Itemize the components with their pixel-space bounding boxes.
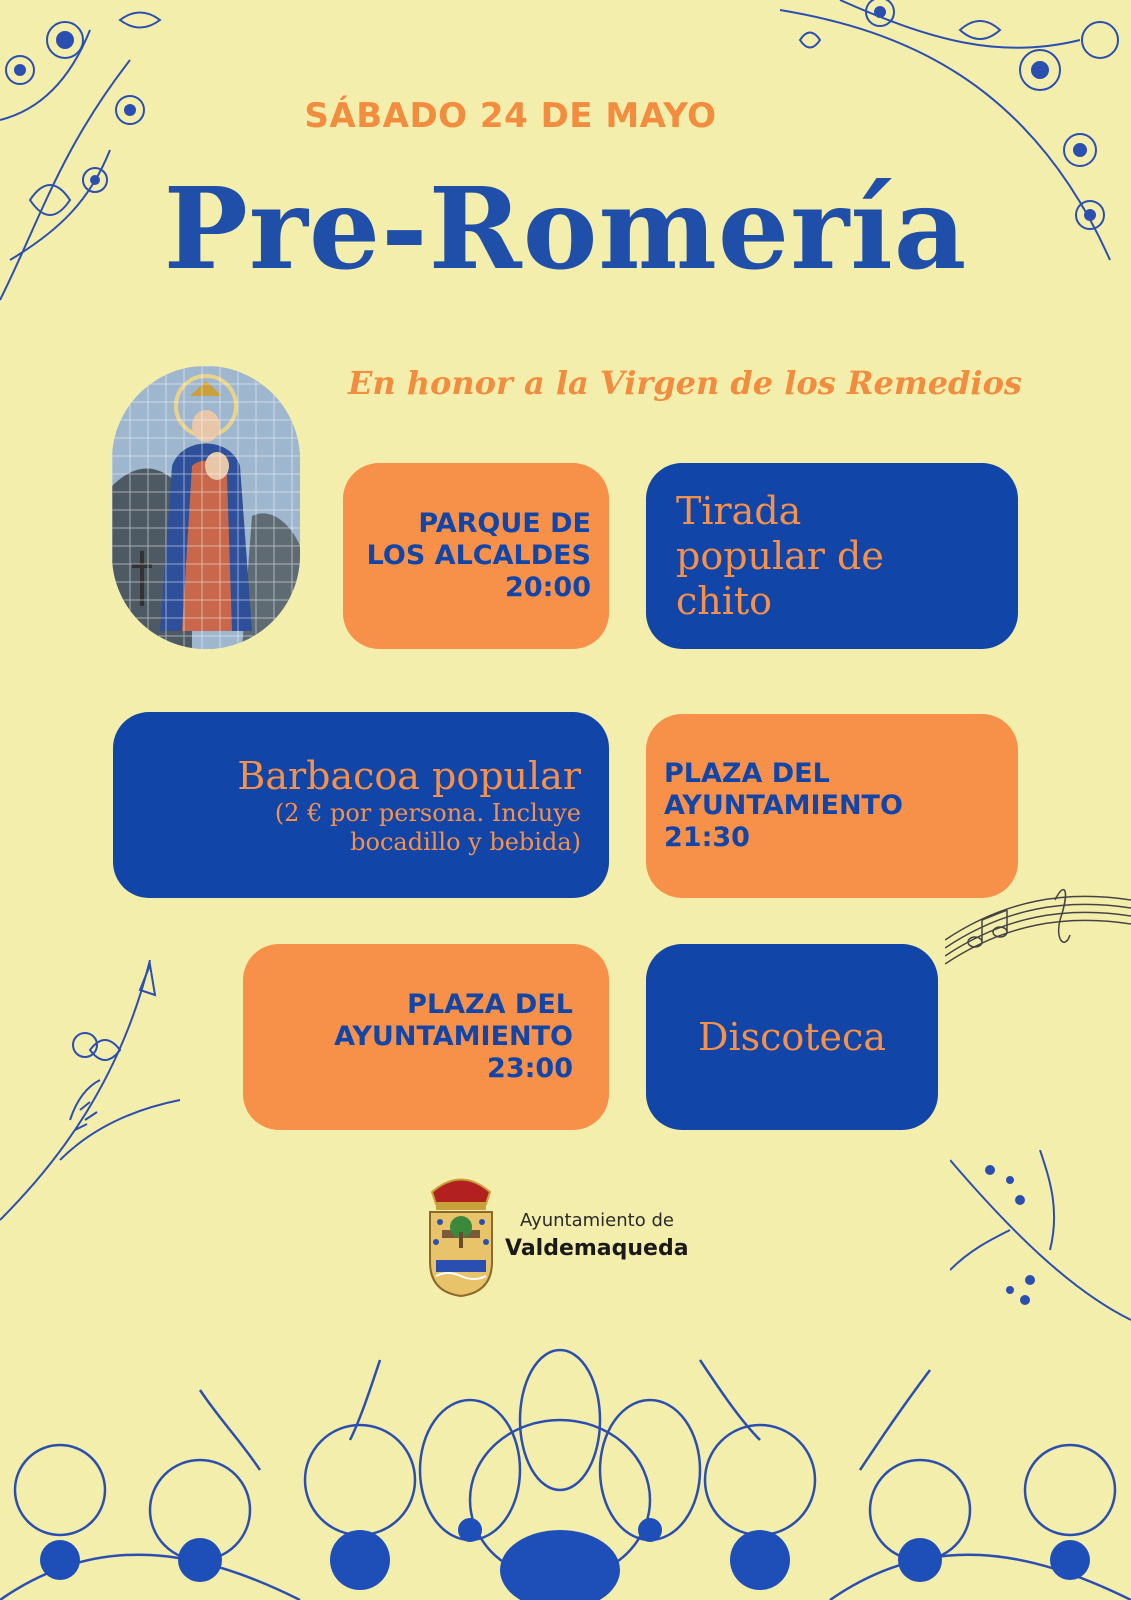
event-1-activity-line: chito [676, 578, 773, 623]
event-3-location-line: PLAZA DEL [407, 989, 573, 1020]
event-3-location-line: AYUNTAMIENTO [334, 1021, 573, 1052]
event-2-location-card [646, 714, 1018, 898]
org-name-line-1: Ayuntamiento de [520, 1210, 674, 1231]
virgin-statue-image [112, 366, 300, 649]
event-1-location-line: PARQUE DE [418, 508, 591, 539]
event-2-location-line: PLAZA DEL [664, 758, 830, 789]
floral-branch-right-decoration [950, 1150, 1131, 1350]
event-1-activity-line: popular de [676, 533, 884, 578]
coat-of-arms-logo [424, 1172, 498, 1298]
event-date: SÁBADO 24 DE MAYO [304, 96, 717, 136]
page-title: Pre-Romería [163, 164, 968, 295]
event-1-activity-card [646, 463, 1018, 649]
event-2-activity-title: Barbacoa popular [237, 753, 581, 798]
event-2-activity-card [113, 712, 609, 898]
event-3-location-card [243, 944, 609, 1130]
event-1-location-line: LOS ALCALDES [366, 540, 591, 571]
event-1-time: 20:00 [505, 572, 591, 603]
floral-branch-left-decoration [0, 960, 200, 1230]
event-1-location-card [343, 463, 609, 649]
subtitle: En honor a la Virgen de los Remedios [348, 364, 1022, 402]
floral-bottom-border-decoration [0, 1330, 1131, 1600]
event-2-activity-detail: bocadillo y bebida) [350, 827, 581, 856]
event-3-activity-card [646, 944, 938, 1130]
event-3-time: 23:00 [487, 1053, 573, 1084]
event-2-activity-detail: (2 € por persona. Incluye [274, 798, 581, 827]
event-2-time: 21:30 [664, 822, 750, 853]
event-2-location-line: AYUNTAMIENTO [664, 790, 903, 821]
event-3-activity-line: Discoteca [698, 1014, 886, 1059]
org-name-line-2: Valdemaqueda [505, 1236, 689, 1261]
event-1-activity-line: Tirada [676, 488, 802, 533]
